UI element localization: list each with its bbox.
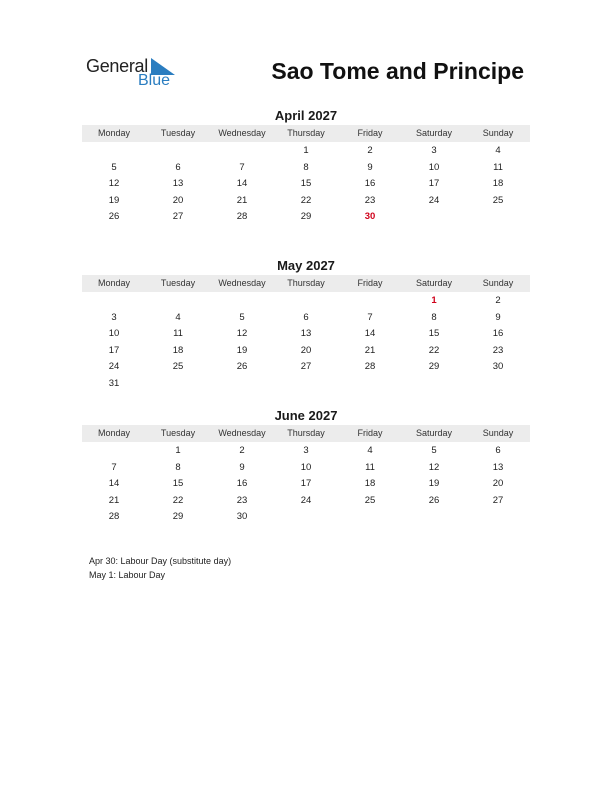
day-cell: 15 (428, 328, 440, 340)
week-row (82, 509, 530, 526)
month-calendar (82, 258, 530, 393)
day-cell: 23 (364, 194, 376, 206)
day-cell (82, 143, 146, 160)
day-cell: 8 (175, 461, 181, 473)
weekday-label: Saturday (415, 428, 453, 438)
holiday-day-cell: 1 (431, 295, 437, 306)
day-cell: 21 (236, 194, 248, 206)
day-cell: 23 (236, 494, 248, 506)
day-cell (274, 293, 338, 310)
day-cell (146, 376, 210, 393)
day-cell: 28 (108, 511, 120, 523)
week-row (82, 493, 530, 510)
day-cell: 9 (367, 161, 373, 173)
week-row (82, 343, 530, 360)
day-cell: 13 (300, 328, 312, 340)
month-title: May 2027 (277, 258, 335, 273)
weekday-label: Saturday (415, 128, 453, 138)
day-cell: 30 (236, 511, 248, 523)
day-cell: 1 (175, 445, 181, 456)
day-cell (210, 143, 274, 160)
day-cell: 2 (367, 145, 373, 156)
day-cell: 24 (108, 361, 120, 373)
weekday-label: Thursday (287, 128, 325, 138)
day-cell: 22 (172, 494, 184, 506)
day-cell: 11 (493, 161, 503, 173)
month-calendar (82, 408, 530, 526)
weekday-label: Monday (97, 428, 131, 438)
logo-word-general: General (86, 56, 148, 76)
day-cell (338, 293, 402, 310)
day-cell: 25 (364, 494, 376, 506)
day-cell: 20 (300, 344, 312, 356)
weekday-label: Friday (357, 128, 383, 138)
day-cell: 22 (428, 344, 440, 356)
weekday-label: Sunday (482, 428, 514, 438)
day-cell: 23 (492, 344, 504, 356)
day-cell: 19 (108, 194, 120, 206)
day-cell (274, 509, 338, 526)
day-cell (466, 376, 530, 393)
day-cell: 26 (108, 211, 120, 223)
day-cell: 15 (172, 478, 184, 490)
day-cell (402, 209, 466, 226)
day-cell: 29 (172, 511, 184, 523)
day-cell: 5 (239, 311, 245, 323)
day-cell (466, 509, 530, 526)
day-cell: 27 (172, 211, 184, 223)
week-row (82, 193, 530, 210)
day-cell: 14 (108, 478, 120, 490)
day-cell: 17 (108, 344, 120, 356)
day-cell: 5 (111, 161, 117, 173)
weekday-header-row (82, 125, 530, 142)
week-row (82, 176, 530, 193)
day-cell: 11 (365, 461, 375, 473)
day-cell: 29 (428, 361, 440, 373)
day-cell: 15 (300, 178, 312, 190)
week-row (82, 476, 530, 493)
weekday-label: Sunday (482, 278, 514, 288)
weekday-label: Monday (97, 278, 131, 288)
week-row (82, 143, 530, 160)
day-cell: 31 (108, 377, 120, 389)
generalblue-logo (86, 56, 196, 96)
holiday-note: Apr 30: Labour Day (substitute day) (89, 556, 232, 566)
day-cell (274, 376, 338, 393)
day-cell: 18 (492, 178, 504, 190)
day-cell (82, 293, 146, 310)
day-cell: 26 (236, 361, 248, 373)
day-cell: 7 (111, 461, 117, 473)
day-cell (146, 143, 210, 160)
day-cell: 25 (492, 194, 504, 206)
week-row (82, 160, 530, 177)
week-row (82, 310, 530, 327)
day-cell: 13 (492, 461, 504, 473)
weekday-label: Monday (97, 128, 131, 138)
day-cell: 19 (428, 478, 440, 490)
weekday-label: Tuesday (160, 428, 196, 438)
week-row (82, 209, 530, 226)
day-cell (82, 443, 146, 460)
month-calendar (82, 108, 530, 226)
day-cell: 30 (492, 361, 504, 373)
week-row (82, 443, 530, 460)
day-cell: 21 (108, 494, 120, 506)
week-row (82, 460, 530, 477)
holiday-day-cell: 30 (364, 211, 376, 223)
weekday-header-row (82, 425, 530, 442)
day-cell: 11 (173, 328, 183, 340)
day-cell: 20 (492, 478, 504, 490)
day-cell (210, 293, 274, 310)
day-cell (402, 509, 466, 526)
day-cell (338, 509, 402, 526)
month-title: June 2027 (274, 408, 338, 423)
day-cell: 3 (431, 145, 437, 156)
day-cell: 14 (236, 178, 248, 190)
day-cell: 21 (364, 344, 376, 356)
logo-word-blue: Blue (138, 72, 171, 89)
weekday-label: Thursday (287, 428, 325, 438)
day-cell (338, 376, 402, 393)
day-cell: 19 (236, 344, 248, 356)
day-cell: 4 (495, 145, 501, 156)
holiday-note: May 1: Labour Day (89, 569, 166, 580)
day-cell: 6 (303, 311, 309, 323)
day-cell: 6 (495, 445, 501, 456)
day-cell: 18 (172, 344, 184, 356)
day-cell: 16 (236, 478, 248, 490)
day-cell: 2 (239, 445, 245, 456)
day-cell: 13 (172, 178, 184, 190)
day-cell: 3 (303, 445, 309, 456)
day-cell: 10 (300, 461, 312, 473)
week-row (82, 376, 530, 393)
day-cell: 14 (364, 328, 376, 340)
day-cell: 3 (111, 311, 117, 323)
day-cell: 6 (175, 161, 181, 173)
day-cell: 10 (108, 328, 120, 340)
weekday-label: Tuesday (160, 128, 196, 138)
day-cell: 16 (492, 328, 504, 340)
day-cell: 29 (300, 211, 312, 223)
day-cell: 4 (367, 445, 373, 456)
day-cell (466, 209, 530, 226)
holiday-notes (89, 555, 231, 582)
day-cell: 8 (431, 311, 437, 323)
weekday-label: Wednesday (218, 278, 266, 288)
day-cell: 9 (495, 311, 501, 323)
weekday-label: Friday (357, 428, 383, 438)
day-cell: 26 (428, 494, 440, 506)
week-row (82, 293, 530, 310)
day-cell: 2 (495, 295, 501, 306)
day-cell: 24 (300, 494, 312, 506)
day-cell: 27 (300, 361, 312, 373)
day-cell: 25 (172, 361, 184, 373)
day-cell: 28 (364, 361, 376, 373)
day-cell: 5 (431, 445, 437, 456)
day-cell: 24 (428, 194, 440, 206)
day-cell: 12 (108, 178, 120, 190)
week-row (82, 359, 530, 376)
week-row (82, 326, 530, 343)
day-cell: 17 (428, 178, 440, 190)
day-cell: 27 (492, 494, 504, 506)
day-cell: 7 (239, 161, 245, 173)
day-cell: 22 (300, 194, 312, 206)
weekday-label: Saturday (415, 278, 453, 288)
day-cell: 16 (364, 178, 376, 190)
day-cell: 10 (428, 161, 440, 173)
day-cell: 12 (236, 328, 248, 340)
day-cell: 9 (239, 461, 245, 473)
day-cell (210, 376, 274, 393)
day-cell: 18 (364, 478, 376, 490)
day-cell: 17 (300, 478, 312, 490)
day-cell (402, 376, 466, 393)
month-title: April 2027 (274, 108, 338, 123)
weekday-label: Friday (357, 278, 383, 288)
day-cell: 28 (236, 211, 248, 223)
day-cell (146, 293, 210, 310)
day-cell: 20 (172, 194, 184, 206)
weekday-label: Tuesday (160, 278, 196, 288)
weekday-label: Sunday (482, 128, 514, 138)
day-cell: 1 (303, 145, 309, 156)
country-title: Sao Tome and Principe (271, 58, 524, 84)
day-cell: 4 (175, 311, 181, 323)
day-cell: 8 (303, 161, 309, 173)
day-cell: 7 (367, 311, 373, 323)
weekday-label: Thursday (287, 278, 325, 288)
weekday-label: Wednesday (218, 428, 266, 438)
weekday-label: Wednesday (218, 128, 266, 138)
day-cell: 12 (428, 461, 440, 473)
weekday-header-row (82, 275, 530, 292)
